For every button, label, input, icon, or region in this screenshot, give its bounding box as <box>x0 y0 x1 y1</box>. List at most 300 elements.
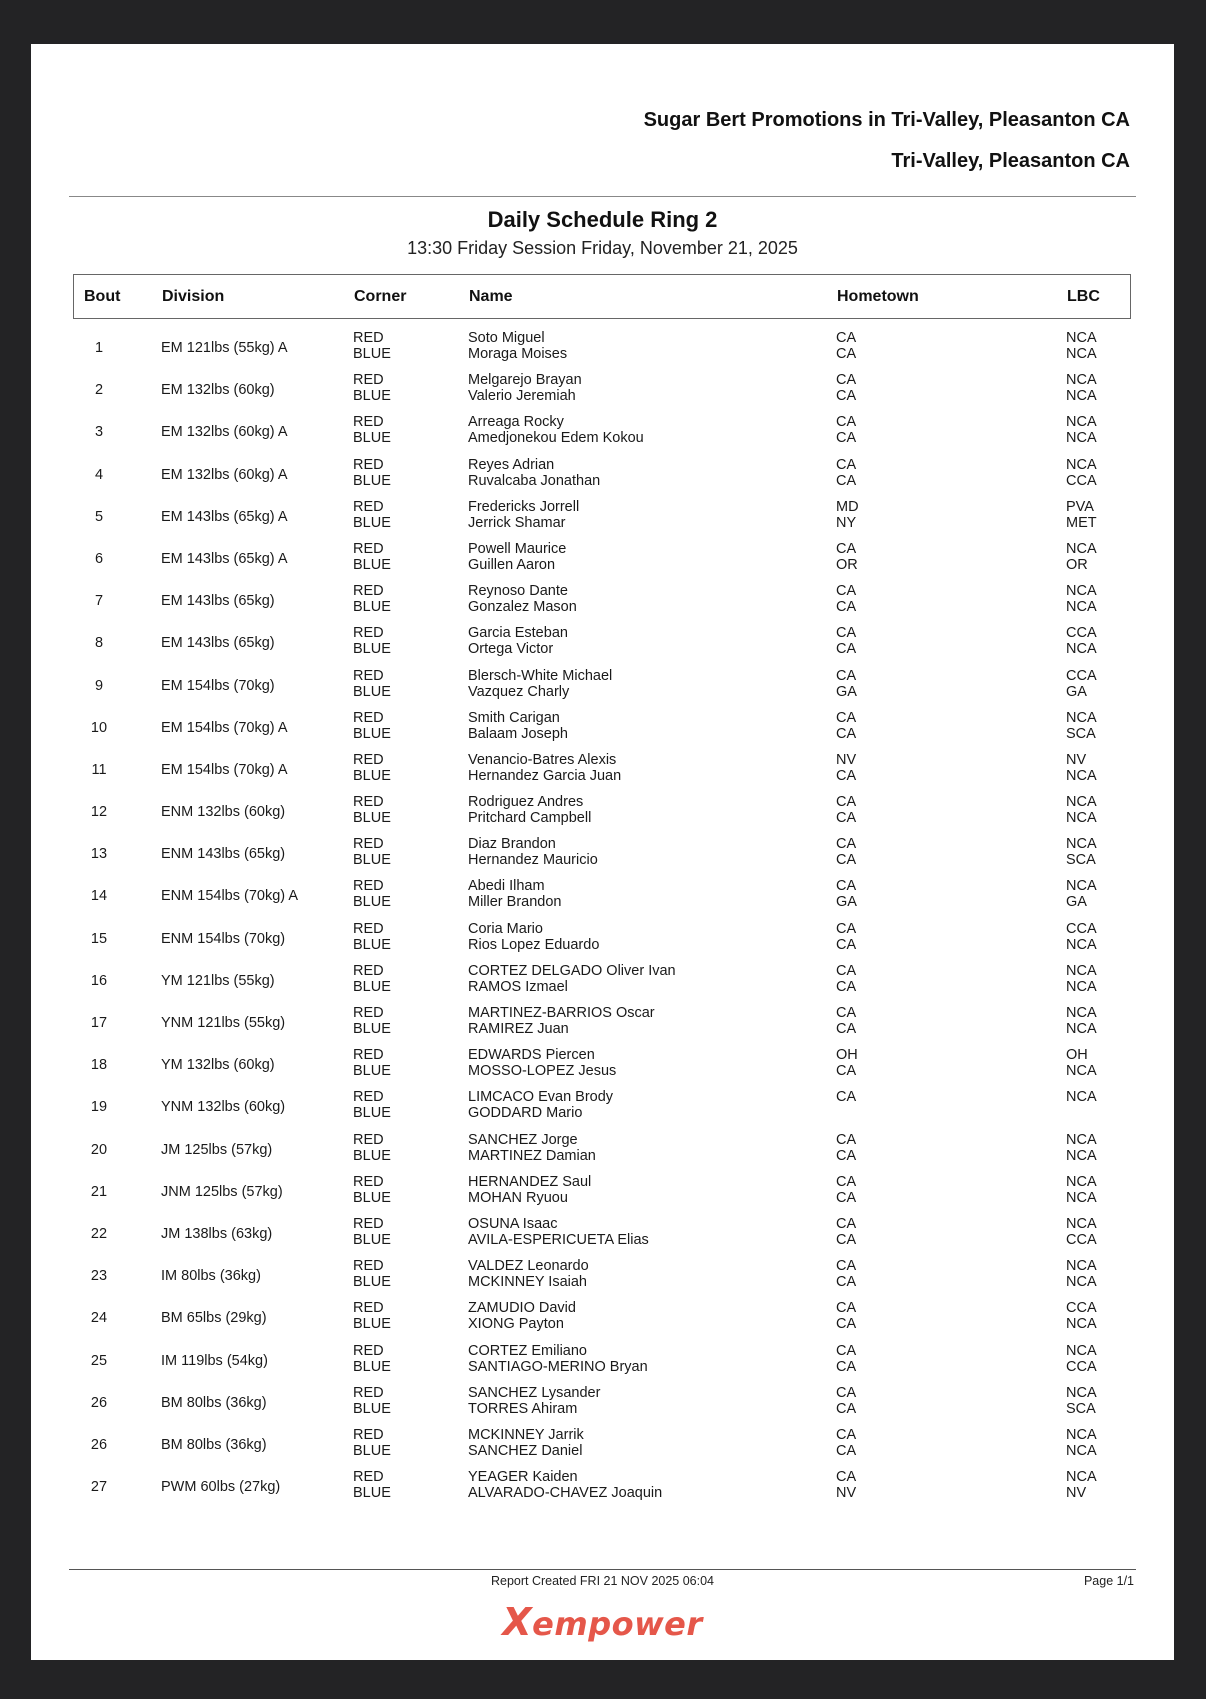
lbc-red: NCA <box>1066 1131 1097 1148</box>
fighter-name-stack <box>468 625 568 657</box>
fighter-name-stack <box>468 1005 655 1037</box>
division: EM 132lbs (60kg) A <box>161 466 288 483</box>
corner-stack <box>353 836 391 868</box>
column-header-name: Name <box>469 288 513 305</box>
venue-title: Tri-Valley, Pleasanton CA <box>891 150 1130 172</box>
lbc-red: NCA <box>1066 709 1097 726</box>
fighter-name-blue: Guillen Aaron <box>468 556 556 573</box>
fighter-name-blue: Amedjonekou Edem Kokou <box>468 430 644 447</box>
fighter-name-red: Coria Mario <box>468 920 543 937</box>
hometown-red: CA <box>836 1258 857 1275</box>
hometown-stack <box>836 752 856 784</box>
division: JM 125lbs (57kg) <box>161 1141 273 1158</box>
hometown-red: CA <box>836 1215 857 1232</box>
corner-blue: BLUE <box>353 1231 391 1248</box>
hometown-red: CA <box>836 1300 857 1317</box>
table-row <box>31 1300 1174 1342</box>
lbc-blue: GA <box>1066 683 1087 700</box>
hometown-blue: NV <box>836 1485 857 1502</box>
fighter-name-blue: AVILA-ESPERICUETA Elias <box>468 1231 649 1248</box>
division: EM 143lbs (65kg) A <box>161 550 288 567</box>
hometown-stack <box>836 836 856 868</box>
hometown-red: CA <box>836 1384 857 1401</box>
table-row <box>31 1047 1174 1089</box>
fighter-name-stack <box>468 1427 584 1459</box>
division: EM 154lbs (70kg) A <box>161 761 288 778</box>
lbc-blue: NV <box>1066 1485 1087 1502</box>
hometown-blue: CA <box>836 725 857 742</box>
corner-red: RED <box>353 1215 384 1232</box>
corner-stack <box>353 1469 391 1501</box>
table-row <box>31 1174 1174 1216</box>
lbc-red: NCA <box>1066 330 1097 346</box>
lbc-blue: NCA <box>1066 599 1097 616</box>
table-row <box>31 1132 1174 1174</box>
fighter-name-red: MCKINNEY Jarrik <box>468 1426 584 1443</box>
hometown-red: OH <box>836 1047 858 1064</box>
hometown-stack <box>836 921 856 953</box>
bout-number: 24 <box>90 1310 108 1327</box>
corner-stack <box>353 625 391 657</box>
corner-red: RED <box>353 667 384 684</box>
hometown-blue: GA <box>836 683 857 700</box>
hometown-blue: CA <box>836 978 857 995</box>
fighter-name-red: VALDEZ Leonardo <box>468 1258 589 1275</box>
fighter-name-red: OSUNA Isaac <box>468 1215 558 1232</box>
bout-number: 26 <box>90 1394 108 1411</box>
division: BM 65lbs (29kg) <box>161 1310 267 1327</box>
lbc-blue: NCA <box>1066 978 1097 995</box>
footer-divider <box>69 1569 1136 1570</box>
fighter-name-red: Melgarejo Brayan <box>468 372 582 389</box>
fighter-name-blue: TORRES Ahiram <box>468 1400 578 1417</box>
lbc-red: NCA <box>1066 962 1097 979</box>
lbc-stack <box>1066 1089 1097 1121</box>
corner-blue: BLUE <box>353 556 391 573</box>
fighter-name-stack <box>468 583 577 615</box>
fighter-name-red: ZAMUDIO David <box>468 1300 576 1317</box>
division: ENM 154lbs (70kg) A <box>161 888 299 905</box>
column-header-corner: Corner <box>354 288 407 305</box>
table-row <box>31 794 1174 836</box>
corner-stack <box>353 1005 391 1037</box>
fighter-name-red: Soto Miguel <box>468 330 545 346</box>
lbc-red: NCA <box>1066 1258 1097 1275</box>
corner-blue: BLUE <box>353 514 391 531</box>
division: EM 121lbs (55kg) A <box>161 340 288 356</box>
fighter-name-blue: Vazquez Charly <box>468 683 570 700</box>
lbc-blue: NCA <box>1066 1274 1097 1291</box>
fighter-name-red: Powell Maurice <box>468 540 567 557</box>
corner-red: RED <box>353 583 384 600</box>
lbc-blue: GA <box>1066 894 1087 911</box>
table-row <box>31 372 1174 414</box>
hometown-blue: CA <box>836 346 857 362</box>
corner-red: RED <box>353 330 384 346</box>
xempower-logo <box>31 1600 1174 1644</box>
division: YM 121lbs (55kg) <box>161 972 275 989</box>
lbc-blue: MET <box>1066 514 1097 531</box>
table-row <box>31 963 1174 1005</box>
lbc-blue: CCA <box>1066 1231 1097 1248</box>
table-row <box>31 1385 1174 1427</box>
lbc-stack <box>1066 668 1097 700</box>
lbc-stack <box>1066 836 1097 868</box>
lbc-blue: NCA <box>1066 767 1097 784</box>
table-header <box>73 274 1131 319</box>
table-row <box>31 710 1174 752</box>
lbc-stack <box>1066 541 1097 573</box>
bout-number: 1 <box>94 340 104 356</box>
corner-blue: BLUE <box>353 1147 391 1164</box>
hometown-stack <box>836 668 857 700</box>
hometown-red: CA <box>836 1342 857 1359</box>
corner-red: RED <box>353 962 384 979</box>
hometown-blue: CA <box>836 936 857 953</box>
bout-number: 4 <box>94 466 104 483</box>
fighter-name-stack <box>468 330 567 362</box>
report-title: Daily Schedule Ring 2 <box>487 207 718 232</box>
table-row <box>31 921 1174 963</box>
division: JM 138lbs (63kg) <box>161 1225 273 1242</box>
fighter-name-red: Fredericks Jorrell <box>468 498 580 515</box>
corner-red: RED <box>353 498 384 515</box>
corner-stack <box>353 372 391 404</box>
corner-stack <box>353 1089 391 1121</box>
bout-number: 9 <box>94 677 104 694</box>
hometown-red: MD <box>836 498 859 515</box>
lbc-red: NCA <box>1066 540 1097 557</box>
fighter-name-blue: MCKINNEY Isaiah <box>468 1274 587 1291</box>
corner-blue: BLUE <box>353 1316 391 1333</box>
hometown-red: CA <box>836 794 857 811</box>
lbc-red: NCA <box>1066 1469 1097 1486</box>
lbc-blue: CCA <box>1066 1358 1097 1375</box>
hometown-stack <box>836 963 856 995</box>
fighter-name-stack <box>468 372 582 404</box>
bout-number: 8 <box>94 635 104 652</box>
corner-red: RED <box>353 540 384 557</box>
fighter-name-stack <box>468 1258 589 1290</box>
fighter-name-red: Garcia Esteban <box>468 625 568 642</box>
fighter-name-red: Smith Carigan <box>468 709 560 726</box>
hometown-red: CA <box>836 836 857 853</box>
hometown-red: CA <box>836 456 857 473</box>
table-row <box>31 668 1174 710</box>
corner-red: RED <box>353 878 384 895</box>
lbc-blue: NCA <box>1066 936 1097 953</box>
corner-stack <box>353 668 391 700</box>
corner-blue: BLUE <box>353 1189 391 1206</box>
fighter-name-blue: Miller Brandon <box>468 894 562 911</box>
corner-red: RED <box>353 751 384 768</box>
lbc-red: NCA <box>1066 1173 1097 1190</box>
corner-blue: BLUE <box>353 810 391 827</box>
corner-red: RED <box>353 1384 384 1401</box>
corner-blue: BLUE <box>353 1021 391 1037</box>
corner-red: RED <box>353 456 384 473</box>
document-page <box>31 44 1174 1660</box>
lbc-stack <box>1066 1174 1097 1206</box>
hometown-blue: CA <box>836 767 857 784</box>
hometown-blue: CA <box>836 599 857 616</box>
fighter-name-red: Blersch-White Michael <box>468 667 613 684</box>
corner-blue: BLUE <box>353 1485 391 1502</box>
corner-blue: BLUE <box>353 1063 391 1080</box>
corner-stack <box>353 1343 391 1375</box>
table-row <box>31 414 1174 456</box>
table-row <box>31 1216 1174 1258</box>
hometown-stack <box>836 1469 856 1501</box>
hometown-red: CA <box>836 962 857 979</box>
hometown-red: CA <box>836 540 857 557</box>
lbc-blue: NCA <box>1066 1442 1097 1459</box>
corner-stack <box>353 583 391 615</box>
fighter-name-blue: MARTINEZ Damian <box>468 1147 596 1164</box>
division: PWM 60lbs (27kg) <box>161 1479 281 1496</box>
corner-red: RED <box>353 1300 384 1317</box>
corner-blue: BLUE <box>353 1105 391 1122</box>
corner-stack <box>353 1132 391 1164</box>
fighter-name-red: Reyes Adrian <box>468 456 555 473</box>
fighter-name-stack <box>468 963 676 995</box>
lbc-blue: OR <box>1066 556 1088 573</box>
hometown-stack <box>836 1385 856 1417</box>
lbc-stack <box>1066 1216 1097 1248</box>
hometown-red: CA <box>836 667 857 684</box>
lbc-stack <box>1066 414 1097 446</box>
division: EM 132lbs (60kg) <box>161 382 275 399</box>
lbc-red: NCA <box>1066 878 1097 895</box>
bout-number: 6 <box>94 550 104 567</box>
lbc-stack <box>1066 1300 1097 1332</box>
fighter-name-stack <box>468 1089 613 1121</box>
fighter-name-blue: Ruvalcaba Jonathan <box>468 472 601 489</box>
lbc-stack <box>1066 752 1097 784</box>
division: BM 80lbs (36kg) <box>161 1394 267 1411</box>
fighter-name-blue: Gonzalez Mason <box>468 599 577 616</box>
fighter-name-red: Abedi Ilham <box>468 878 545 895</box>
hometown-stack <box>836 330 856 362</box>
corner-stack <box>353 1385 391 1417</box>
division: EM 143lbs (65kg) <box>161 635 275 652</box>
fighter-name-stack <box>468 752 621 784</box>
fighter-name-stack <box>468 541 566 573</box>
lbc-stack <box>1066 1469 1097 1501</box>
corner-red: RED <box>353 1047 384 1064</box>
hometown-stack <box>836 625 856 657</box>
bout-number: 21 <box>90 1183 108 1200</box>
fighter-name-stack <box>468 1300 576 1332</box>
lbc-red: NCA <box>1066 1384 1097 1401</box>
lbc-blue: NCA <box>1066 1189 1097 1206</box>
hometown-stack <box>836 457 856 489</box>
fighter-name-red: Reynoso Dante <box>468 583 568 600</box>
fighter-name-red: CORTEZ DELGADO Oliver Ivan <box>468 962 676 979</box>
lbc-stack <box>1066 457 1097 489</box>
fighter-name-stack <box>468 878 562 910</box>
hometown-stack <box>836 1258 856 1290</box>
lbc-red: NCA <box>1066 456 1097 473</box>
corner-blue: BLUE <box>353 599 391 616</box>
fighter-name-blue: GODDARD Mario <box>468 1105 583 1122</box>
corner-stack <box>353 878 391 910</box>
bout-number: 18 <box>90 1057 108 1074</box>
organization-title: Sugar Bert Promotions in Tri-Valley, Pleasanton CA <box>643 109 1130 131</box>
bout-number: 11 <box>91 761 107 778</box>
division: IM 80lbs (36kg) <box>161 1268 261 1285</box>
division: BM 80lbs (36kg) <box>161 1436 267 1453</box>
hometown-red: CA <box>836 583 857 600</box>
corner-stack <box>353 794 391 826</box>
lbc-stack <box>1066 963 1097 995</box>
corner-stack <box>353 1427 391 1459</box>
hometown-blue: CA <box>836 1189 857 1206</box>
lbc-red: CCA <box>1066 667 1097 684</box>
lbc-stack <box>1066 625 1097 657</box>
hometown-stack <box>836 541 858 573</box>
fighter-name-stack <box>468 414 644 446</box>
lbc-red: NCA <box>1066 1089 1097 1106</box>
fighter-name-red: Arreaga Rocky <box>468 414 564 431</box>
division: YNM 121lbs (55kg) <box>161 1015 286 1031</box>
corner-stack <box>353 921 391 953</box>
lbc-red: PVA <box>1066 498 1094 515</box>
hometown-stack <box>836 1300 856 1332</box>
hometown-stack <box>836 1132 856 1164</box>
bout-number: 13 <box>90 846 108 863</box>
lbc-red: CCA <box>1066 625 1097 642</box>
corner-stack <box>353 1300 391 1332</box>
table-row <box>31 752 1174 794</box>
hometown-stack <box>836 583 856 615</box>
hometown-red: NV <box>836 751 857 768</box>
bout-number: 12 <box>90 804 108 821</box>
table-row <box>31 1427 1174 1469</box>
hometown-blue: CA <box>836 1400 857 1417</box>
lbc-stack <box>1066 1047 1097 1079</box>
fighter-name-blue: Hernandez Mauricio <box>468 852 598 869</box>
table-row <box>31 541 1174 583</box>
hometown-blue: CA <box>836 1147 857 1164</box>
corner-red: RED <box>353 1005 384 1021</box>
hometown-blue: CA <box>836 1063 857 1080</box>
hometown-stack <box>836 414 856 446</box>
hometown-blue: CA <box>836 641 857 658</box>
table-row <box>31 1469 1174 1511</box>
corner-stack <box>353 710 391 742</box>
hometown-red: CA <box>836 709 857 726</box>
hometown-red: CA <box>836 330 857 346</box>
lbc-red: NCA <box>1066 1215 1097 1232</box>
logo-wordmark: empower <box>532 1605 703 1643</box>
fighter-name-blue: XIONG Payton <box>468 1316 564 1333</box>
hometown-red: CA <box>836 1131 857 1148</box>
fighter-name-blue: Moraga Moises <box>468 346 568 362</box>
corner-red: RED <box>353 625 384 642</box>
table-row <box>31 1343 1174 1385</box>
fighter-name-blue: RAMOS Izmael <box>468 978 568 995</box>
corner-stack <box>353 752 391 784</box>
corner-red: RED <box>353 709 384 726</box>
division: ENM 132lbs (60kg) <box>161 804 286 821</box>
bout-number: 15 <box>90 930 108 947</box>
division: EM 154lbs (70kg) <box>161 677 275 694</box>
fighter-name-stack <box>468 921 599 953</box>
fighter-name-blue: ALVARADO-CHAVEZ Joaquin <box>468 1485 663 1502</box>
lbc-red: NCA <box>1066 1426 1097 1443</box>
hometown-red: CA <box>836 1005 857 1021</box>
corner-stack <box>353 457 391 489</box>
bout-number: 17 <box>90 1015 108 1031</box>
hometown-blue: CA <box>836 1442 857 1459</box>
bout-number: 16 <box>90 972 108 989</box>
corner-blue: BLUE <box>353 1400 391 1417</box>
corner-blue: BLUE <box>353 641 391 658</box>
lbc-blue: NCA <box>1066 1021 1097 1037</box>
corner-red: RED <box>353 1342 384 1359</box>
corner-red: RED <box>353 1089 384 1106</box>
lbc-blue: NCA <box>1066 430 1097 447</box>
hometown-blue <box>836 1105 856 1121</box>
lbc-blue: SCA <box>1066 852 1096 869</box>
lbc-stack <box>1066 1427 1097 1459</box>
lbc-blue: NCA <box>1066 388 1097 405</box>
corner-red: RED <box>353 920 384 937</box>
bout-number: 23 <box>90 1268 108 1285</box>
lbc-red: NCA <box>1066 372 1097 389</box>
lbc-red: NV <box>1066 751 1087 768</box>
corner-red: RED <box>353 794 384 811</box>
lbc-red: CCA <box>1066 1300 1097 1317</box>
lbc-red: NCA <box>1066 583 1097 600</box>
corner-stack <box>353 541 391 573</box>
report-subtitle: 13:30 Friday Session Friday, November 21, 2025 <box>407 238 798 258</box>
corner-stack <box>353 963 391 995</box>
corner-blue: BLUE <box>353 725 391 742</box>
division: ENM 143lbs (65kg) <box>161 846 286 863</box>
fighter-name-red: Diaz Brandon <box>468 836 556 853</box>
column-header-hometown: Hometown <box>837 288 919 305</box>
corner-blue: BLUE <box>353 346 391 362</box>
hometown-blue: CA <box>836 1316 857 1333</box>
table-row <box>31 457 1174 499</box>
hometown-stack <box>836 878 857 910</box>
corner-stack <box>353 1047 391 1079</box>
fighter-name-blue: SANTIAGO-MERINO Bryan <box>468 1358 648 1375</box>
table-row <box>31 1005 1174 1047</box>
division: EM 143lbs (65kg) A <box>161 508 288 525</box>
fighter-name-stack <box>468 836 598 868</box>
fighter-name-red: Venancio-Batres Alexis <box>468 751 617 768</box>
fighter-name-blue: Jerrick Shamar <box>468 514 566 531</box>
hometown-red: CA <box>836 878 857 895</box>
corner-red: RED <box>353 1258 384 1275</box>
corner-blue: BLUE <box>353 767 391 784</box>
hometown-stack <box>836 710 856 742</box>
hometown-stack <box>836 1089 856 1121</box>
lbc-red: NCA <box>1066 1005 1097 1021</box>
bout-number: 20 <box>90 1141 108 1158</box>
hometown-blue: OR <box>836 556 858 573</box>
fighter-name-stack <box>468 457 600 489</box>
corner-red: RED <box>353 1469 384 1486</box>
lbc-blue: NCA <box>1066 1063 1097 1080</box>
table-row <box>31 836 1174 878</box>
hometown-red: CA <box>836 1426 857 1443</box>
lbc-stack <box>1066 499 1097 531</box>
fighter-name-stack <box>468 1047 616 1079</box>
